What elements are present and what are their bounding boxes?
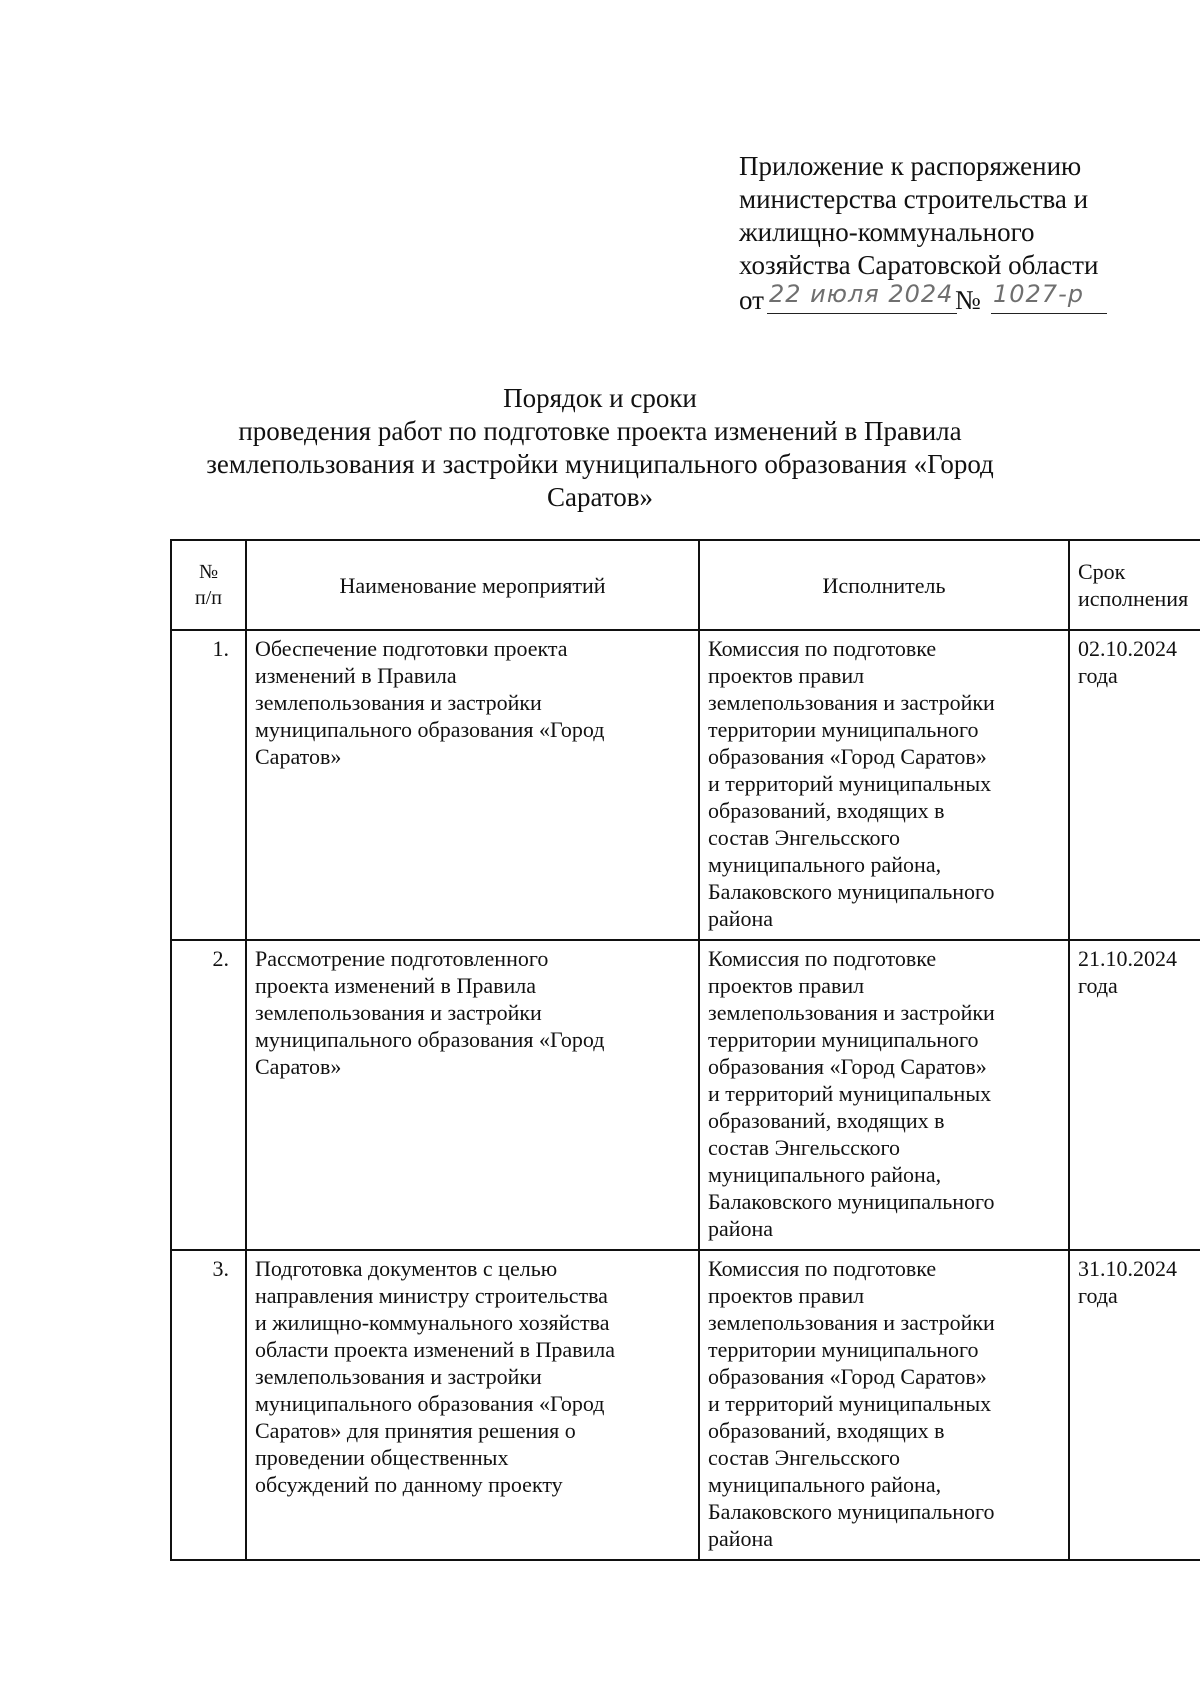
table-row bbox=[171, 630, 1200, 940]
number-label: № bbox=[955, 285, 981, 315]
table-row bbox=[171, 940, 1200, 1250]
table-header-row bbox=[171, 540, 1200, 630]
header-num: № п/п bbox=[171, 540, 246, 630]
document-title bbox=[180, 382, 1020, 514]
cell-name: Подготовка документов с целью направления министру строительства и жилищно-коммунального хозяйства области проекта изменений в Правила землепользования и застройки муниципального образования «Город Саратов» для принятия решения о проведении общественных обсуждений по данному проекту bbox=[246, 1250, 699, 1560]
date-prefix: от bbox=[739, 285, 764, 315]
title-line: проведения работ по подготовке проекта изменений в Правила bbox=[238, 416, 962, 446]
appendix-line: Приложение к распоряжению bbox=[739, 151, 1082, 181]
order-date-number-row bbox=[739, 282, 1139, 322]
cell-deadline: 02.10.2024 года bbox=[1069, 630, 1200, 940]
header-deadline: Срок исполнения bbox=[1069, 540, 1200, 630]
header-executor: Исполнитель bbox=[699, 540, 1069, 630]
cell-num: 1. bbox=[171, 630, 246, 940]
title-line: Порядок и сроки bbox=[503, 383, 697, 413]
appendix-line: министерства строительства и bbox=[739, 184, 1089, 214]
cell-executor: Комиссия по подготовке проектов правил землепользования и застройки территории муниципального образования «Город Саратов» и территорий муниципальных образований, входящих в состав Энгельсского муниципального района, Балаковского муниципального района bbox=[699, 1250, 1069, 1560]
cell-num: 3. bbox=[171, 1250, 246, 1560]
table-row bbox=[171, 1250, 1200, 1560]
cell-deadline: 31.10.2024 года bbox=[1069, 1250, 1200, 1560]
appendix-line: хозяйства Саратовской области bbox=[739, 250, 1099, 280]
cell-num: 2. bbox=[171, 940, 246, 1250]
appendix-block bbox=[739, 150, 1139, 322]
cell-executor: Комиссия по подготовке проектов правил землепользования и застройки территории муниципального образования «Город Саратов» и территорий муниципальных образований, входящих в состав Энгельсского муниципального района, Балаковского муниципального района bbox=[699, 940, 1069, 1250]
title-line: землепользования и застройки муниципального образования «Город bbox=[206, 449, 994, 479]
cell-executor: Комиссия по подготовке проектов правил землепользования и застройки территории муниципального образования «Город Саратов» и территорий муниципальных образований, входящих в состав Энгельсского муниципального района, Балаковского муниципального района bbox=[699, 630, 1069, 940]
cell-deadline: 21.10.2024 года bbox=[1069, 940, 1200, 1250]
appendix-line: жилищно-коммунального bbox=[739, 217, 1035, 247]
schedule-table bbox=[170, 539, 1200, 1561]
cell-name: Рассмотрение подготовленного проекта изменений в Правила землепользования и застройки муниципального образования «Город Саратов» bbox=[246, 940, 699, 1250]
cell-name: Обеспечение подготовки проекта изменений в Правила землепользования и застройки муниципального образования «Город Саратов» bbox=[246, 630, 699, 940]
title-line: Саратов» bbox=[547, 482, 653, 512]
header-name: Наименование мероприятий bbox=[246, 540, 699, 630]
handwritten-order-number: 1027-р bbox=[991, 278, 1107, 314]
handwritten-date: 22 июля 2024 bbox=[767, 278, 957, 314]
